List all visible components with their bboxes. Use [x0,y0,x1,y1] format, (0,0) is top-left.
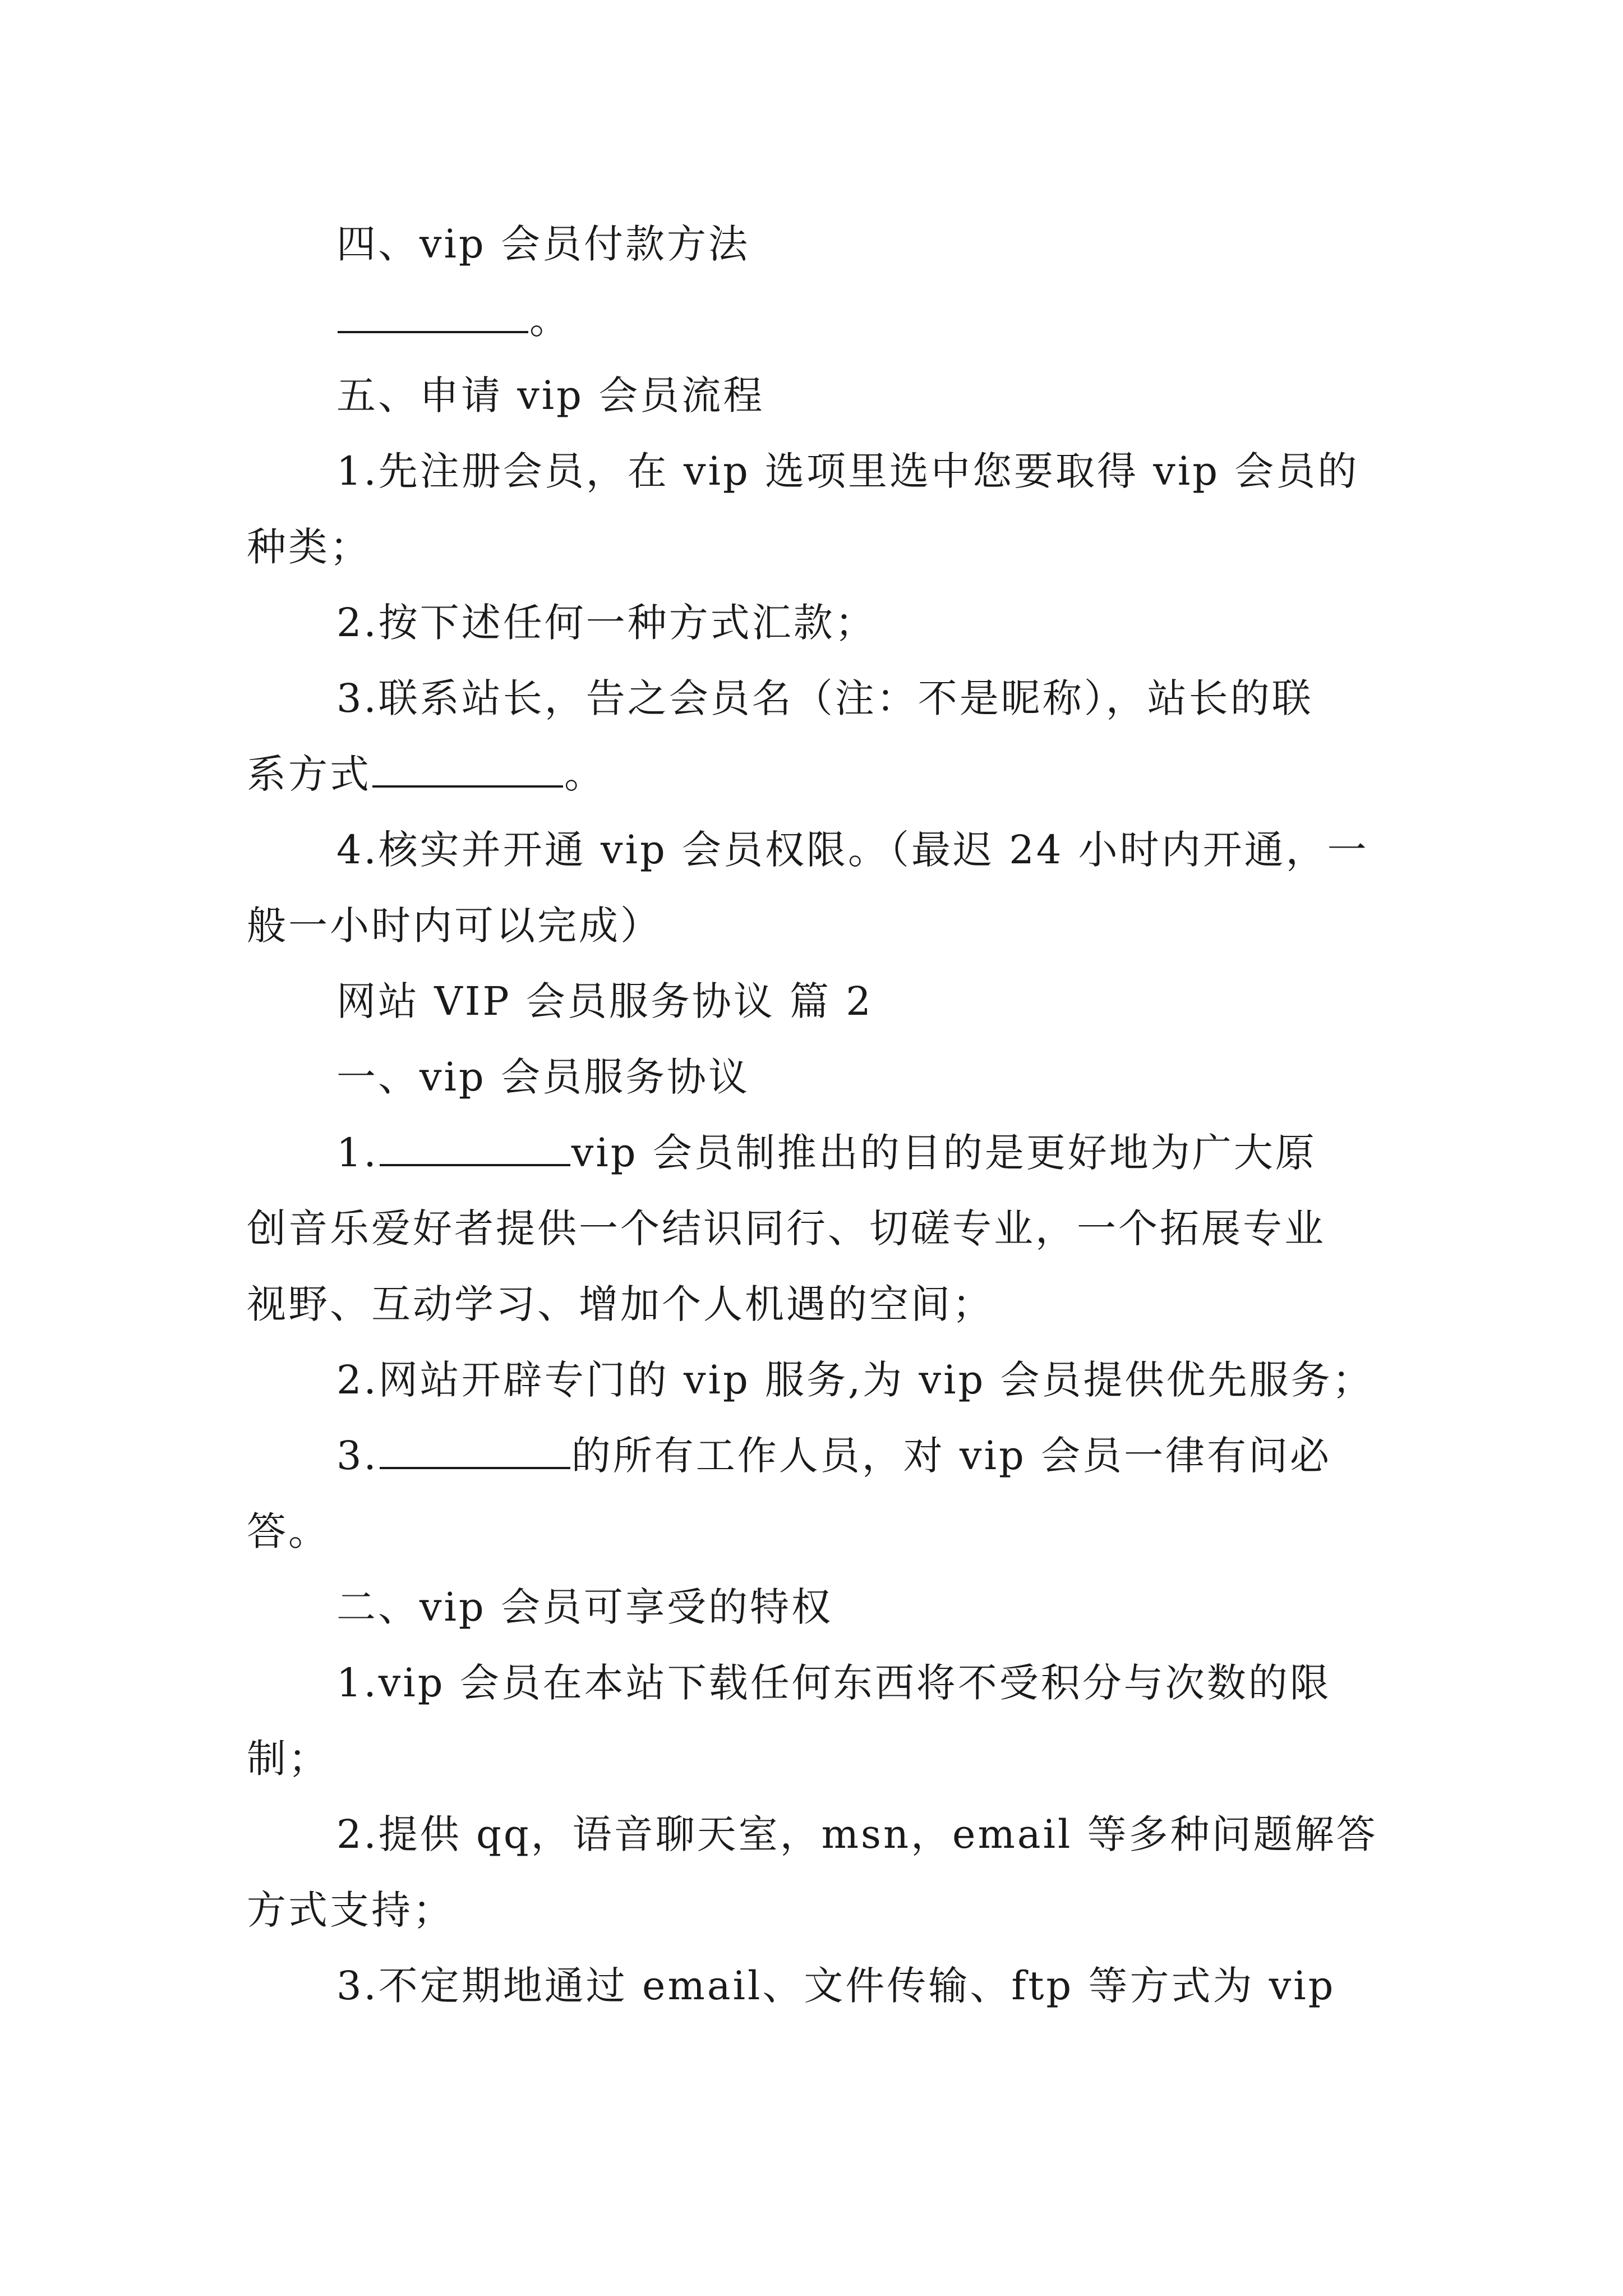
privilege-1-line-1: 1.vip 会员在本站下载任何东西将不受积分与次数的限 [336,1660,1331,1706]
heading-apply-process: 五、申请 vip 会员流程 [336,372,765,418]
fill-blank [338,329,528,333]
step-1-line-2: 种类； [247,524,371,570]
privilege-3-line-1: 3.不定期地通过 email、文件传输、ftp 等方式为 vip [336,1963,1336,2009]
agreement-3-line-1: 3. 的所有工作人员，对 vip 会员一律有问必 [336,1433,1332,1479]
fill-blank [380,1465,570,1469]
privilege-1-line-2: 制； [247,1736,330,1782]
step-3-line-1: 3.联系站长，告之会员名（注：不是昵称），站长的联 [336,675,1313,721]
step-2: 2.按下述任何一种方式汇款； [336,600,877,646]
heading-payment-method: 四、vip 会员付款方法 [336,221,750,267]
step-4-line-2: 般一小时内可以完成） [247,903,662,949]
agreement-1-line-1: 1. vip 会员制推出的目的是更好地为广大原 [336,1130,1317,1176]
heading-privileges: 二、vip 会员可享受的特权 [336,1584,833,1630]
privilege-2-line-2: 方式支持； [247,1887,454,1933]
fill-blank [380,1162,570,1166]
agreement-1-line-3: 视野、互动学习、增加个人机遇的空间； [247,1281,994,1327]
agreement-1-line-2: 创音乐爱好者提供一个结识同行、切磋专业，一个拓展专业 [247,1205,1326,1251]
agreement-3-line-2: 答。 [247,1508,330,1554]
agreement-2: 2.网站开辟专门的 vip 服务,为 vip 会员提供优先服务； [336,1357,1374,1403]
payment-method-line: 。 [336,300,571,339]
step-4-line-1: 4.核实并开通 vip 会员权限。（最迟 24 小时内开通，一 [336,827,1369,873]
step-1-line-1: 1.先注册会员，在 vip 选项里选中您要取得 vip 会员的 [336,448,1359,494]
privilege-2-line-1: 2.提供 qq，语音聊天室，msn，email 等多种问题解答 [336,1811,1378,1857]
heading-service-agreement: 一、vip 会员服务协议 [336,1054,750,1100]
step-3-line-2: 系方式 。 [247,751,606,797]
fill-blank [372,783,563,788]
section-title-part-2: 网站 VIP 会员服务协议 篇 2 [336,978,873,1024]
